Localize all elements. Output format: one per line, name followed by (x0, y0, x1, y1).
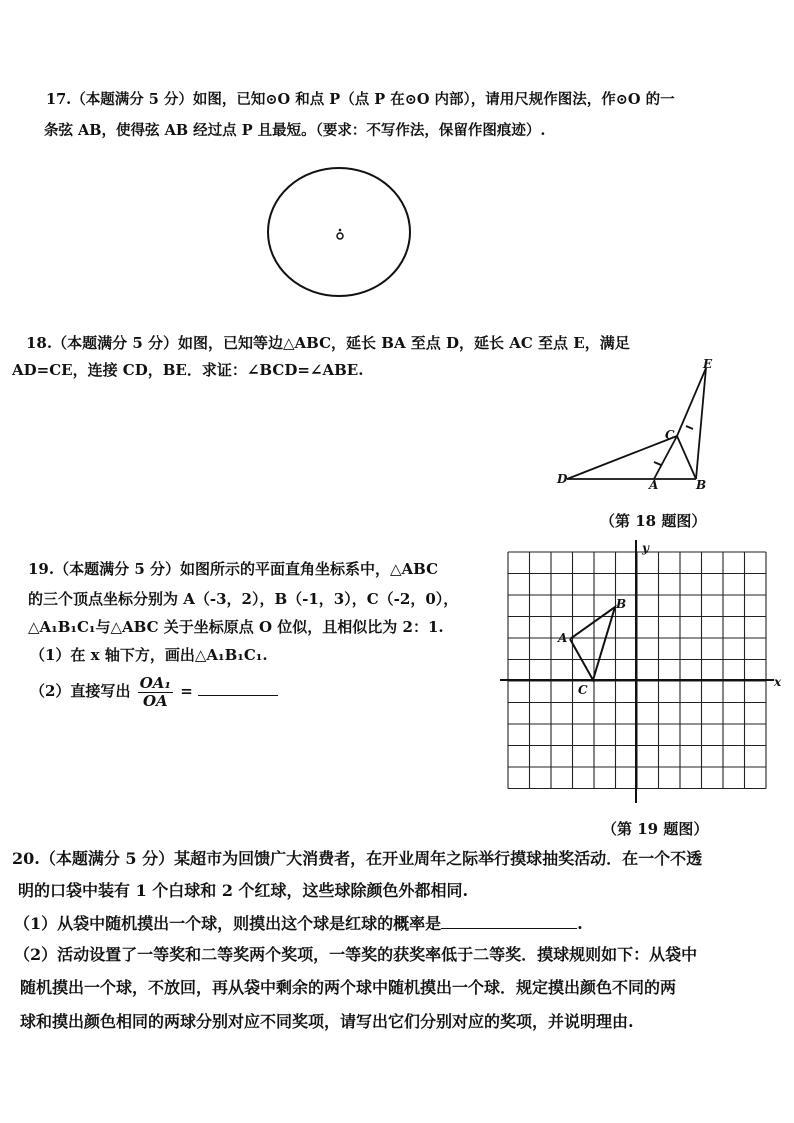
q17-line1: 17.（本题满分 5 分）如图，已知⊙O 和点 P（点 P 在⊙O 内部），请用尺规作图法，作⊙O 的一 (46, 91, 675, 108)
q18-line2: AD=CE，连接 CD，BE．求证：∠BCD=∠ABE. (12, 361, 364, 379)
segment-be (696, 368, 706, 479)
q20-answer-blank[interactable] (441, 928, 577, 929)
q20-line2: 明的口袋中装有 1 个白球和 2 个红球，这些球除颜色外都相同. (18, 881, 469, 900)
q20-part2-line2: 随机摸出一个球，不放回，再从袋中剩余的两个球中随机摸出一个球．规定摸出颜色不同的两 (20, 978, 677, 997)
q19-part1: （1）在 x 轴下方，画出△A₁B₁C₁. (30, 646, 268, 664)
point-p (337, 233, 343, 239)
segment-bc (677, 436, 696, 479)
q19-part2-prefix: （2）直接写出 (30, 682, 131, 700)
q20-line1: 20.（本题满分 5 分）某超市为回馈广大消费者，在开业周年之际举行摸球抽奖活动．在一个不透 (12, 849, 703, 868)
q19-part2-suffix: = (180, 682, 193, 700)
q20-part2-line3: 球和摸出颜色相同的两球分别对应不同奖项，请写出它们分别对应的奖项，并说明理由. (20, 1012, 634, 1031)
y-axis-label: y (642, 541, 649, 555)
fraction-numerator: OA₁ (139, 674, 171, 692)
q19-ratio-fraction (138, 675, 173, 709)
q17-line2: 条弦 AB，使得弦 AB 经过点 P 且最短。（要求：不写作法，保留作图痕迹）. (44, 122, 546, 139)
segment-dc (567, 436, 677, 479)
q19-line1: 19.（本题满分 5 分）如图所示的平面直角坐标系中，△ABC (28, 560, 439, 578)
tick-mark-2 (686, 426, 693, 429)
q20-part2-line1: （2）活动设置了一等奖和二等奖两个奖项，一等奖的获奖率低于二等奖．摸球规则如下：从袋中 (14, 945, 698, 964)
q19-answer-blank[interactable] (198, 695, 278, 696)
q20-part1-text: （1）从袋中随机摸出一个球，则摸出这个球是红球的概率是 (14, 914, 442, 933)
q20-part1 (14, 916, 583, 932)
q20-part1-end: . (577, 914, 583, 933)
label-b: B (696, 478, 707, 492)
label-c: C (578, 683, 588, 697)
fraction-denominator: OA (142, 691, 168, 710)
x-axis-label: x (774, 675, 782, 689)
q19-caption: （第 19 题图） (602, 820, 709, 838)
q19-line3: △A₁B₁C₁与△ABC 关于坐标原点 O 位似，且相似比为 2：1. (28, 618, 444, 636)
q17-circle-figure (266, 166, 412, 298)
label-a: A (558, 631, 568, 645)
triangle-abc (570, 607, 615, 680)
q18-line1: 18.（本题满分 5 分）如图，已知等边△ABC，延长 BA 至点 D，延长 AC 至点 E，满足 (26, 334, 630, 352)
tick-mark-1 (654, 462, 661, 465)
circle-o (268, 168, 410, 296)
q19-line2: 的三个顶点坐标分别为 A（-3，2），B（-1，3），C（-2，0）， (28, 590, 459, 608)
label-b: B (616, 597, 627, 611)
q18-caption: （第 18 题图） (600, 512, 707, 530)
q18-triangle-figure (555, 357, 715, 492)
label-e: E (703, 357, 713, 371)
segment-ac (654, 436, 677, 479)
point-o (339, 229, 342, 232)
q19-part2 (30, 675, 278, 709)
label-d: D (557, 472, 568, 486)
q19-coordinate-grid (498, 538, 788, 813)
label-c: C (665, 428, 675, 442)
label-a: A (649, 478, 659, 492)
